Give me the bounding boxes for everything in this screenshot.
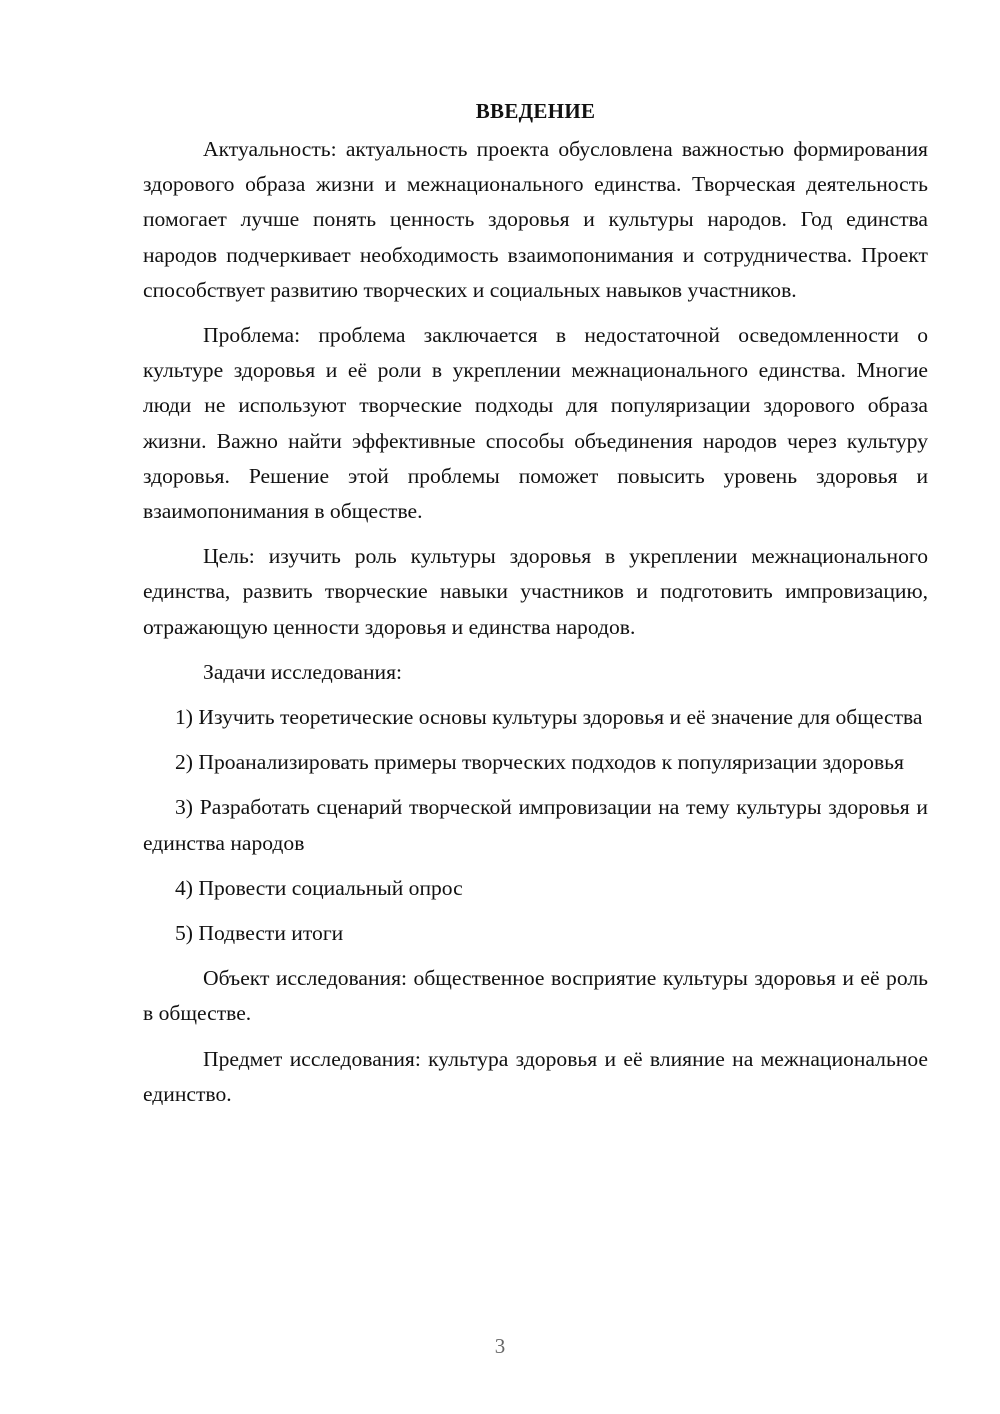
paragraph-goal: Цель: изучить роль культуры здоровья в укреплении межнационального единства, развить творческие навыки участников и подготовить импровизацию, отражающую ценности здоровья и единства народов. <box>143 544 928 639</box>
task-item: 1) Изучить теоретические основы культуры здоровья и её значение для общества <box>175 705 923 730</box>
document-page <box>143 90 928 1122</box>
task-item: 4) Провести социальный опрос <box>175 875 463 900</box>
task-item: 2) Проанализировать примеры творческих подходов к популяризации здоровья <box>175 750 904 775</box>
tasks-heading: Задачи исследования: <box>203 659 403 684</box>
task-item: 5) Подвести итоги <box>175 921 344 946</box>
paragraph-relevance: Актуальность: актуальность проекта обусловлена важностью формирования здорового образа жизни и межнационального единства. Творческая деятельность помогает лучше понять ценность здоровья и культуры народов. Год единства народов подчеркивает необходимость взаимопонимания и сотрудничества. Проект способствует развитию творческих и социальных навыков участников. <box>143 137 928 302</box>
task-item: 3) Разработать сценарий творческой импровизации на тему культуры здоровья и единства народов <box>143 795 928 855</box>
paragraph-problem: Проблема: проблема заключается в недостаточной осведомленности о культуре здоровья и её роли в укреплении межнационального единства. Многие люди не используют творческие подходы для популяризации здорового образа жизни. Важно найти эффективные способы объединения народов через культуру здоровья. Решение этой проблемы поможет повысить уровень здоровья и взаимопонимания в обществе. <box>143 323 928 524</box>
paragraph-subject: Предмет исследования: культура здоровья и её влияние на межнациональное единство. <box>143 1046 928 1106</box>
section-heading: ВВЕДЕНИЕ <box>475 99 596 123</box>
paragraph-object: Объект исследования: общественное восприятие культуры здоровья и её роль в обществе. <box>143 966 928 1026</box>
page-number: 3 <box>494 1334 506 1358</box>
